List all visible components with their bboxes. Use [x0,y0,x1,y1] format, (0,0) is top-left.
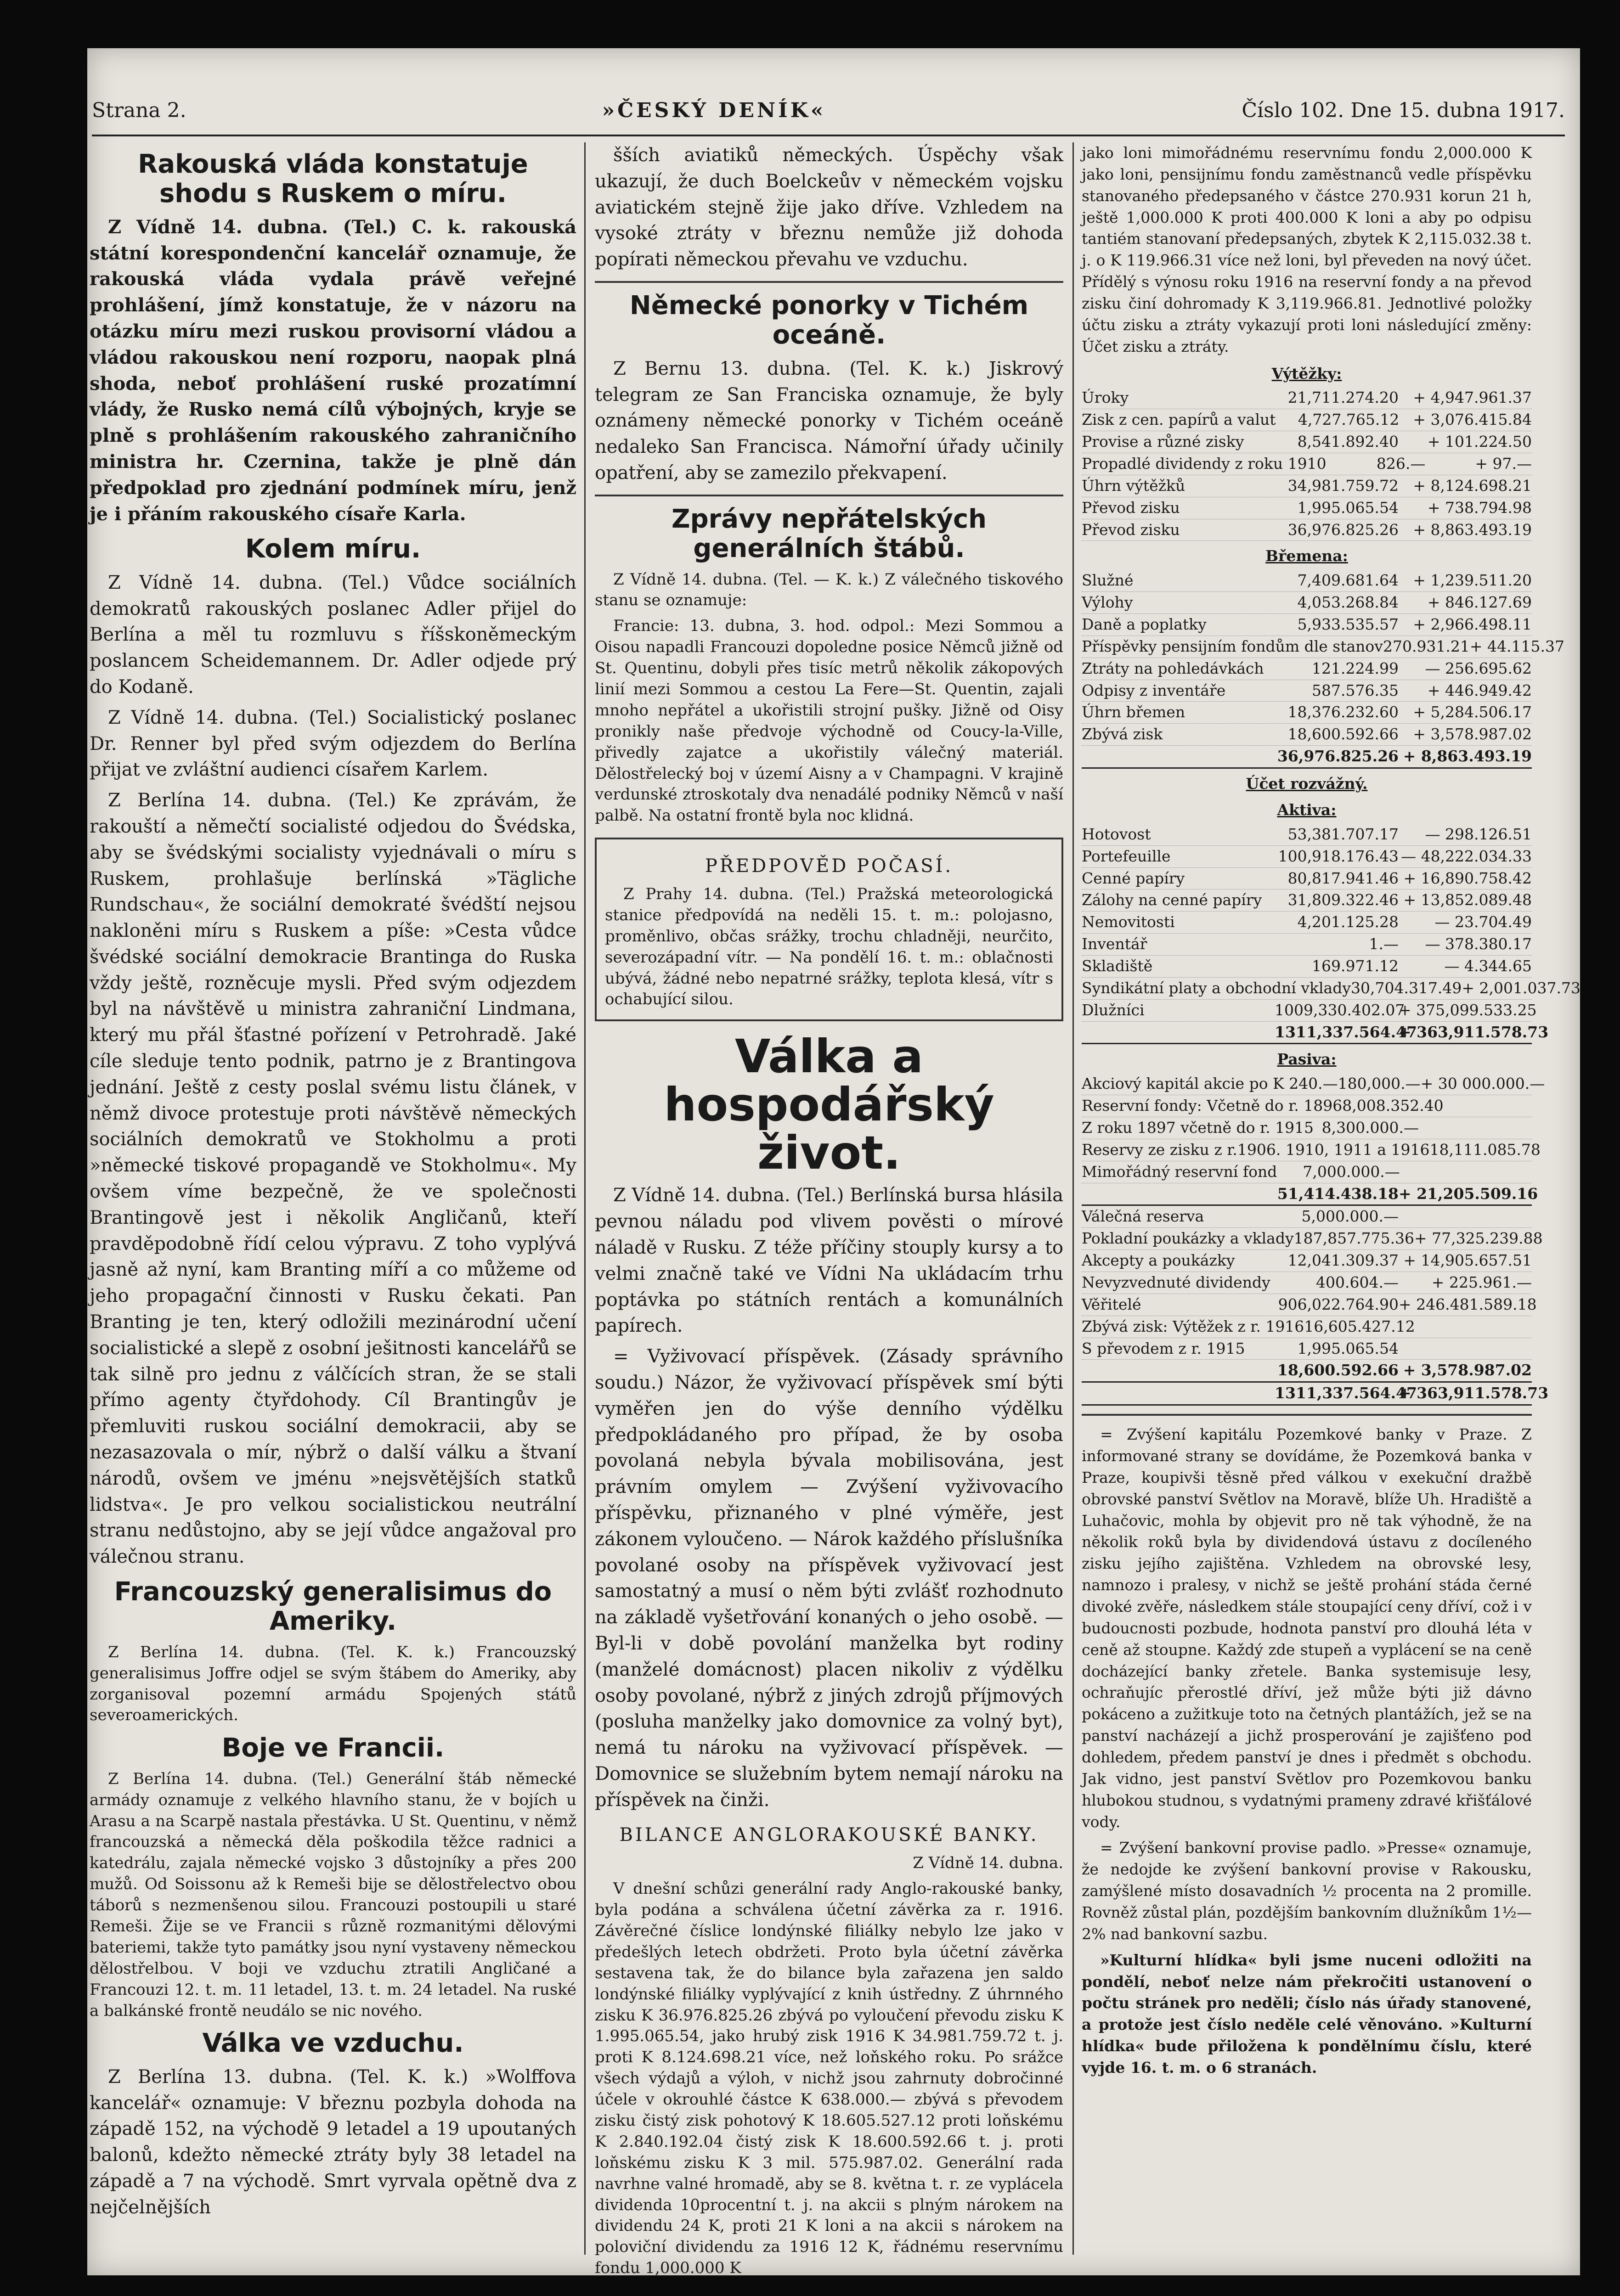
table-row [1082,1383,1549,1406]
row-value: 8,300.000.— [1321,1118,1419,1137]
row-value: + 21,205.509.16 [1399,1184,1538,1203]
row-label: Úhrn břemen [1082,703,1185,721]
row-value: + 846.127.69 [1427,593,1532,612]
newspaper-title: »ČESKÝ DENÍK« [602,99,826,122]
table-row [1082,1000,1537,1022]
row-value: — 378.380.17 [1425,935,1532,953]
table-row [1082,1161,1532,1183]
table-row [1082,614,1532,636]
article-text: Z Vídně 14. dubna. (Tel.) Vůdce sociálních demokratů rakouských poslanec Adler přijel do Berlína a měl tu rozmluvu s říšskoněmeckým poslancem Scheidemannem. Dr. Adler odjede prý do Kodaně. [90,572,576,698]
divider [595,281,1063,283]
headline: Zprávy nepřátelských generálních štábů. [671,504,987,564]
row-value [1444,1095,1532,1117]
row-value: + 1,239.511.20 [1413,571,1532,590]
table-row [1082,1316,1532,1338]
row-value: 21,711.274.20 [1287,388,1399,407]
row-value: 1311,337.564.47 [1275,1023,1417,1041]
row-label: Reservní fondy: Včetně do r. 1896 [1082,1097,1343,1115]
row-value: 121.224.99 [1312,659,1399,677]
row-value: 36,976.825.26 [1277,747,1399,765]
table-row [1082,1095,1532,1117]
row-value: + 3,578.987.02 [1413,725,1532,743]
headline: Francouzský generalisimus do Ameriky. [114,1577,552,1637]
row-value [1419,1117,1532,1139]
row-value [1399,1206,1532,1227]
table-subtitle: Pasiva: [1277,1050,1337,1069]
row-value: 1.— [1369,935,1399,953]
row-value [1399,1338,1532,1360]
row-label: Skladiště [1082,957,1153,975]
row-value: 1,995.065.54 [1297,498,1399,517]
article-text: Francie: 13. dubna, 3. hod. odpol.: Mezi Sommou a Oisou napadli Francouzi dopoledne posice Němců jižně od St. Quentinu, dobyli přes tisíc metrů několik zákopových linií mezi Sommou a cestou La Fere—St. Quentin, zajali mnoho nepřátel a ukořistili strojní pušky. Jižně od Oisy pronikly naše předvoje východně od Coucy-la-Ville, přivedly zajatce a ukořistily válečný materiál. Dělostřelecký boj v území Aisny a v Champagni. V krajině verdunské ztroskotaly dva nenadálé podniky Němců v naší palbě. Na ostatní frontě byla noc klidná. [595,617,1063,825]
column-2 [595,142,1063,2278]
table-row [1082,978,1580,1000]
row-value: + 77,325.239.88 [1414,1229,1543,1248]
row-value: 4,201.125.28 [1297,913,1399,931]
row-value: 12,041.309.37 [1287,1251,1399,1270]
row-label: Věřitelé [1082,1295,1141,1313]
row-value: 18,600.592.66 [1287,725,1399,743]
table-row [1082,1272,1532,1294]
row-value: 80,817.941.46 [1287,869,1399,887]
row-label: Portefeuille [1082,847,1171,865]
row-value: 400.604.— [1316,1273,1399,1291]
article-text: Z Vídně 14. dubna. (Tel.) Socialistický poslanec Dr. Renner byl před svým odjezdem do Berlína přijat ve zvláštní audienci císařem Karlem. [90,707,576,781]
table-row [1082,636,1564,658]
column-3 [1082,142,1580,2255]
table-row [1082,1294,1537,1316]
headline: Boje ve Francii. [221,1733,445,1763]
row-label: Akciový kapitál akcie po K 240.— [1082,1075,1338,1093]
row-value: 51,414.438.18 [1277,1184,1399,1203]
article-text: Z Berlína 14. dubna. (Tel.) Ke zprávám, že rakouští a němečtí socialisté odjedou do Švédska, aby se švédskými socialisty vyjednávali o míru s Ruskem, prohlašuje berlínská »Tägliche Rundschau«, že sociální demokraté švédští nejsou nakloněni míru s Ruskem a píše: »Cesta vůdce švédské sociální demokracie Brantinga do Ruska vždy ještě, rozněcuje mysli. Před svým odjezdem byl na návštěvě u ministra zahraniční Lindmana, který mu přál šťastné pořízení v Petrohradě. Jaké cíle sleduje tento podnik, patrno je z Brantingova jednání. Ještě z cesty poslal svému listu článek, v němž divoce protestuje proti návštěvě německých sociálních demokratů ve Stokholmu a proti »německé tiskové propagandě ve Stokholmu«. My ovšem víme bezpečně, že ve společnosti Brantingově jest i několik Angličanů, kteří pravděpodobně řídí celou výpravu. Z toho vyplývá jasně až nyní, kam Branting míří a co můžeme od jeho propagační činnosti v Rusku čekati. Pan Branting je ten, který odložili mezinárodní učení socialistické a slepě z osobní ješitnosti kancelářů se tak silně pro jednu z válčících stran, že se stali přímo agenty čtyřdohody. Cíl Brantingův je přemluviti ruskou sociální demokracii, aby se nezasazovala o mír, nýbrž o další válku a štvaní národů, ovšem ve jménu »nejsvětějších statků lidstva«. Je pro velkou socialistickou neutrální stranu nedůstojno, aby se její vůdce angažoval pro válečnou stranu. [90,790,576,1568]
row-value: + 738.794.98 [1427,498,1532,517]
table-row [1082,724,1532,746]
row-value: + 97.— [1475,455,1532,473]
row-value: 270.931.21 [1383,637,1470,655]
row-label: S převodem z r. 1915 [1082,1339,1245,1357]
article-text: Z Vídně 14. dubna. (Tel. — K. k.) Z válečného tiskového stanu se oznamuje: [595,570,1063,610]
article-text: Z Berlína 14. dubna. (Tel.) Generální štáb německé armády oznamuje z velkého hlavního stanu, že v bojích u Arasu a na Scarpě nastala přestávka. U St. Quentinu, v němž francouzská a německá děla poškodila těžce radnici a katedrálu, zajala německé vojsko 3 důstojníky a přes 200 mužů. Od Soissonu až k Remeši bije se dělostřelectvo obou táborů s nezmenšenou silou. Francouzi postoupili u staré Remeši. Žije se ve Francii s různě rozmanitými dělovými bateriemi, takže tyto památky jsou nyní vystaveny německou dělostřelbou. V boji ve vzduchu ztratili Angličané a Francouzi 12. t. m. 11 letadel, 13. t. m. 24 letadel. Na ruské a balkánské frontě neudálo se nic nového. [90,1769,576,2020]
row-label: Zálohy na cenné papíry [1082,891,1262,909]
row-value: 826.— [1376,455,1426,473]
column-1 [90,142,576,2255]
row-label [1082,746,1275,767]
row-label [1082,1183,1275,1205]
row-value: 31,809.322.46 [1287,891,1399,909]
row-value: 7,409.681.64 [1297,571,1399,590]
row-value: + 363,911.578.73 [1399,1023,1549,1041]
row-label: Nemovitosti [1082,913,1175,931]
row-label: Úhrn výtěžků [1082,476,1185,495]
row-value: 53,381.707.17 [1287,825,1399,843]
row-label: Pokladní poukázky a vklady [1082,1229,1294,1248]
forecast-title: PŘEDPOVĚD POČASÍ. [705,855,954,877]
row-label: Daně a poplatky [1082,615,1207,634]
divider [1082,1414,1532,1416]
table-row [1082,1022,1549,1045]
row-label: Zbývá zisk [1082,725,1163,743]
row-label: Reservy ze zisku z r.1906. 1910, 1911 a 1916 [1082,1140,1430,1159]
row-value: + 3,578.987.02 [1403,1361,1532,1379]
row-label: Převod zisku [1082,520,1180,539]
row-value: — 23.704.49 [1434,913,1532,931]
row-label: Příspěvky pensijním fondům dle stanov [1082,637,1383,655]
row-value: — 298.126.51 [1425,825,1532,843]
row-value: 18,376.232.60 [1287,703,1399,721]
row-label [1082,1022,1275,1043]
headline: Kolem míru. [245,534,421,564]
row-value: + 4,947.961.37 [1413,388,1532,407]
article-text: Z Bernu 13. dubna. (Tel. K. k.) Jiskrový telegram ze San Franciska oznamuje, že byly oznámeny německé ponorky v Tichém oceáně nedaleko San Francisca. Námořní úřady učinily opatření, aby se zamezilo překvapení. [595,358,1063,484]
row-value: + 446.949.42 [1427,681,1532,699]
table-row [1082,1228,1543,1250]
row-value: 18,600.592.66 [1277,1361,1399,1379]
row-value: 100,918.176.43 [1278,847,1399,865]
row-value: + 8,863.493.19 [1413,520,1532,539]
row-value: + 8,124.698.21 [1413,476,1532,495]
row-value: + 3,076.415.84 [1413,411,1532,429]
table-row [1082,702,1532,724]
table-row [1082,497,1532,519]
article-text: V dnešní schůzi generální rady Anglo-rakouské banky, byla podána a schválena účetní závěrka za r. 1916. Závěrečné číslice londýnské filiálky nebylo lze jako v předešlých letech obdržeti. Proto byla účetní závěrka sestavena tak, že do bilance byla zařazena jen saldo londýnské filiálky vyplývající z knih ústředny. Z úhrnného zisku K 36.976.825.26 zbývá po vyloučení převodu zisku K 1.995.065.54, jako hrubý zisk 1916 K 34.981.759.72 t. j. proti K 8.124.698.21 více, než loňského roku. Po srážce všech výdajů a výloh, v nichž jsou zahrnuty dobročinné účele v okrouhlé částce K 638.000.— zbývá s převodem zisku čistý zisk pohotový K 18.605.527.12 proti loňskému K 2.840.192.04 čistý zisk K 18.600.592.66 t. j. proti loňskému zisku K 3 mil. 575.987.02. Generální rada navrhne valné hromadě, aby se 8. května t. r. ze vyplácela dividenda 10procentní t. j. na akcii s plným nárokem na dividendu 24 K, proti 21 K loni a na akcii s nárokem na poloviční dividendu za 1916 12 K, řádnému reservnímu fondu 1,000.000 K [595,1880,1063,2278]
table-row [1082,846,1532,868]
table-row [1082,1183,1538,1206]
row-value [1400,1161,1532,1183]
headline: Rakouská vláda konstatuje shodu s Ruskem o míru. [138,149,528,209]
balance-table-assets [1082,824,1580,1045]
row-value: + 363,911.578.73 [1399,1384,1549,1402]
divider [595,495,1063,496]
row-label: Převod zisku [1082,498,1180,517]
table-row [1082,746,1532,769]
row-value: + 44.115.37 [1469,637,1564,655]
row-value: + 2,001.037.73 [1462,979,1580,997]
row-value: + 101.224.50 [1427,433,1532,451]
row-value: + 375,099.533.25 [1399,1001,1537,1019]
column-rule [584,142,586,2255]
article-text: Z Berlína 14. dubna. (Tel. K. k.) Francouzský generalisimus Joffre odjel se svým štábem do Ameriky, aby zorganisoval pozemní armádu Spojených států severoamerických. [90,1643,576,1725]
row-value: 1311,337.564.47 [1275,1384,1417,1402]
table-row [1082,1139,1541,1161]
dateline: Z Vídně 14. dubna. [913,1854,1063,1873]
row-value: 169.971.12 [1312,957,1399,975]
table-row [1082,592,1532,614]
row-label: Akcepty a poukázky [1082,1251,1235,1270]
article-text: Z Vídně 14. dubna. (Tel.) C. k. rakouská státní korespondenční kancelář oznamuje, že rakouská vláda vydala právě veřejné prohlášení, jímž konstatuje, že v názoru na otázku míru mezi ruskou provisorní vládou a vládou rakouskou není rozporu, naopak plná shoda, neboť prohlášení ruské prozatímní vlády, že Rusko nemá cílů výbojných, kryje se plně s prohlášením rakouského zahraničního ministra hr. Czernina, takže je plně dán předpoklad pro zjednání podmínek míru, jenž je i přáním rakouského císaře Karla. [90,216,576,525]
table-row [1082,1073,1545,1095]
row-label: Inventář [1082,935,1147,953]
row-value: + 246.481.589.18 [1399,1295,1537,1313]
article-text: = Vyživovací příspěvek. (Zásady správního soudu.) Názor, že vyživovací příspěvek smí býti vyměřen jen do výše denního výdělku předpokládaného pro případ, že by osoba povolaná nebyla bývala mobilisována, jest právním omylem — Zvýšení vyživovacího příspěvku, přiznaného v plné výměře, jest zákonem vyloučeno. — Nárok každého příslušníka povolané osoby na příspěvek vyživovací jest samostatný a musí o něm býti zvlášť rozhodnuto na základě vyšetřování konaných o jeho osobě. — Byl-li v době povolání manželka byt rodiny (manželé domácnost) placen nikoliv z výdělku osoby povolané, nýbrž z jiných zdrojů příjmových (posluha manželky jako domovnice za volný byt), nemá tu nároku na vyživovací příspěvek. — Domovnice se služebním bytem nemají nároku na příspěvek na činži. [595,1346,1063,1811]
table-title: Výtěžky: [1271,364,1342,383]
row-value: 34,981.759.72 [1287,476,1399,495]
balance-table-liabilities [1082,1073,1549,1406]
headline: Válka a hospodářský život. [664,1030,994,1180]
row-value: 180,000.— [1338,1075,1421,1093]
article-text: Z Vídně 14. dubna. (Tel.) Berlínská bursa hlásila pevnou náladu pod vlivem pověsti o mírové náladě v Rusku. Z téže příčiny stouply kursy a to velmi značně také ve Vídni Na ukládacím trhu poptávka po státních rentách a komunálních papírech. [595,1185,1063,1337]
row-value: 7,000.000.— [1303,1162,1400,1181]
table-row [1082,519,1532,541]
row-label: Mimořádný reservní fond [1082,1162,1277,1181]
table-row [1082,475,1532,497]
row-value: — 4.344.65 [1444,957,1532,975]
issue-date: Číslo 102. Dne 15. dubna 1917. [1242,99,1565,122]
row-value: 4,727.765.12 [1298,411,1400,429]
table-row [1082,409,1532,431]
table-title: Břemena: [1265,547,1348,565]
row-value: 36,976.825.26 [1287,520,1399,539]
row-value: + 16,890.758.42 [1403,869,1532,887]
table-row [1082,889,1532,912]
row-label: Dlužníci [1082,1001,1145,1019]
row-value: 906,022.764.90 [1278,1295,1399,1313]
table-row [1082,570,1532,592]
row-label: Nevyzvednuté dividendy [1082,1273,1270,1291]
table-row [1082,1206,1532,1228]
row-value: 18,111.085.78 [1429,1140,1541,1159]
table-row [1082,1250,1532,1272]
balance-table-charges [1082,570,1564,769]
row-value: 4,053.268.84 [1297,593,1399,612]
row-value: + 30 000.000.— [1420,1075,1545,1093]
table-row [1082,912,1532,934]
row-value: 16,605.427.12 [1304,1317,1415,1335]
row-label: Zbývá zisk: Výtěžek z r. 1916 [1082,1317,1304,1335]
row-label: Ztráty na pohledávkách [1082,659,1264,677]
row-value: + 5,284.506.17 [1413,703,1532,721]
row-value: 5,933.535.57 [1297,615,1399,634]
row-value: — 48,222.034.33 [1401,847,1532,865]
table-row [1082,1338,1532,1360]
article-text: »Kulturní hlídka« byli jsme nuceni odložiti na pondělí, neboť nelze nám překročiti ustanovení o počtu stránek pro neděli; číslo nás úřady stanovené, a protože jest číslo neděle celé věnováno. »Kulturní hlídka« bude přiložena k pondělnímu číslu, které vyjde 16. t. m. o 6 stranách. [1082,1951,1532,2077]
table-row [1082,1117,1532,1139]
row-label [1082,1360,1275,1381]
row-value: 1009,330.402.07 [1275,1001,1405,1019]
article-text: = Zvýšení bankovní provise padlo. »Presse« oznamuje, že nedojde ke zvýšení bankovní provise v Rakousku, zamýšlené místo dosavadních ½ procenta na 2 promille. Rovněž zůstal plán, pozdějším bankovním dlužníkům 1½—2% nad bankovní sazbu. [1082,1839,1532,1943]
column-rule [1072,142,1074,2255]
row-value: + 2,966.498.11 [1413,615,1532,634]
row-label: Cenné papíry [1082,869,1185,887]
row-value: 187,857.775.36 [1293,1229,1415,1248]
table-row [1082,658,1532,680]
article-text: Z Berlína 13. dubna. (Tel. K. k.) »Wolffova kancelář« oznamuje: V březnu pozbyla dohoda na západě 152, na východě 9 letadel a 19 upoutaných balonů, kdežto německé ztráty byly 38 letadel na západě a 7 na východě. Smrt vyrvala opětně dva z nejčelnějších [90,2066,576,2218]
page-number: Strana 2. [92,99,186,122]
row-value: 8,008.352.40 [1342,1097,1444,1115]
row-value: — 256.695.62 [1425,659,1532,677]
row-value [1415,1316,1532,1338]
table-row [1082,956,1532,978]
article-text: = Zvýšení kapitálu Pozemkové banky v Praze. Z informované strany se dovídáme, že Pozemková banka v Praze, koupivši těsně před válkou v exekuční dražbě obrovské panství Světlov na Moravě, blíže Uh. Hradiště a Luhačovic, mohla by objevit pro ně tak výhodně, že na několik roků byla by dividendová ústavu z docíleného zisku jejího zajištěna. Vzhledem na obrovské lesy, namnozo i pralesy, v nichž se ještě prohání stáda černé divoké zvěře, následkem stále stoupající ceny dříví, což i v budoucnosti pozbude, hodnota panství pro dlouhá léta v ceně až stoupne. Každý zde stupeň a vyplácení se na ceně docházející banky zřetele. Banka systemisuje lesy, ochraňujíc přerostlé dříví, jež může býti již dávno pokáceno a zužitkuje toto na četných plantážích, jež se na panství nacházejí a jichž prosperování je zajišťeno pod dohledem, předem panství je dnes i předmět s obchodu. Jak vidno, jest panství Světlov pro Pozemkovou banku hlubokou studnou, s vydatnými prameny zdravé křišťálové vody. [1082,1425,1532,1831]
headline: Německé ponorky v Tichém oceáně. [629,290,1029,350]
row-label: Výlohy [1082,593,1133,612]
row-value: 587.576.35 [1312,681,1399,699]
row-label: Propadlé dividendy z roku 1910 [1082,455,1326,473]
row-value: 30,704.317.49 [1350,979,1462,997]
balance-table-income [1082,387,1532,541]
article-text: šších aviatiků německých. Úspěchy však ukazují, že duch Boelckeův v německém vojsku aviatickém stejně žije jako dříve. Vzhledem na vysoké ztráty v březnu nemůže již dohoda popírati německou převahu ve vzduchu. [595,145,1063,270]
row-label: Hotovost [1082,825,1151,843]
table-row [1082,453,1532,475]
row-label: Z roku 1897 včetně do r. 1915 [1082,1118,1314,1137]
page-header [92,99,1565,136]
row-label: Provise a různé zisky [1082,433,1244,451]
table-row [1082,431,1532,453]
row-label: Služné [1082,571,1134,590]
row-value: + 13,852.089.48 [1403,891,1532,909]
table-row [1082,824,1532,846]
row-label: Syndikátní platy a obchodní vklady [1082,979,1351,997]
table-row [1082,387,1532,409]
row-label [1082,1383,1275,1404]
row-label: Válečná reserva [1082,1207,1204,1226]
row-label: Zisk z cen. papírů a valut [1082,411,1276,429]
row-value: 5,000.000.— [1301,1207,1399,1226]
row-value: + 14,905.657.51 [1403,1251,1532,1270]
row-label: Odpisy z inventáře [1082,681,1226,699]
row-value: 8,541.892.40 [1297,433,1399,451]
headline: Válka ve vzduchu. [202,2028,464,2059]
section-title: BILANCE ANGLORAKOUSKÉ BANKY. [619,1824,1039,1846]
table-row [1082,934,1532,956]
table-row [1082,868,1532,890]
table-title: Účet rozvážný. [1246,775,1368,793]
row-value: + 225.961.— [1431,1273,1532,1291]
table-row [1082,1360,1532,1383]
row-label: Úroky [1082,388,1129,407]
article-text: jako loni mimořádnému reservnímu fondu 2,000.000 K jako loni, pensijnímu fondu zaměstnanců vedle příspěvku stanovaného předepsaného v částce 270.931 korun 21 h, ještě 1,000.000 K proti 400.000 K loni a aby po odpisu tantiém stanovaní předepsaných, zbytek K 2,115.032.38 t. j. o K 119.966.31 více než loni, byl převeden na nový účet. Přídělý s výnosu roku 1916 na reservní fondy a na převod zisku činí dohromady K 3,119.966.81. Jednotlivé položky účtu zisku a ztráty vykazují proti loni následující změny: Účet zisku a ztráty. [1082,144,1532,355]
row-value: + 8,863.493.19 [1403,747,1532,765]
table-row [1082,680,1532,702]
row-value: 1,995.065.54 [1297,1339,1399,1357]
forecast-text: Z Prahy 14. dubna. (Tel.) Pražská meteorologická stanice předpovídá na neděli 15. t. m.: polojasno, proměnlivo, občas srážky, trochu chladněji, neurčito, severozápadní vítr. — Na pondělí 16. t. m.: oblačnosti ubývá, žádné nebo nepatrné srážky, teplota klesá, vítr s ochabující silou. [605,885,1053,1009]
weather-forecast-box [595,838,1063,1021]
table-subtitle: Aktiva: [1277,800,1337,819]
